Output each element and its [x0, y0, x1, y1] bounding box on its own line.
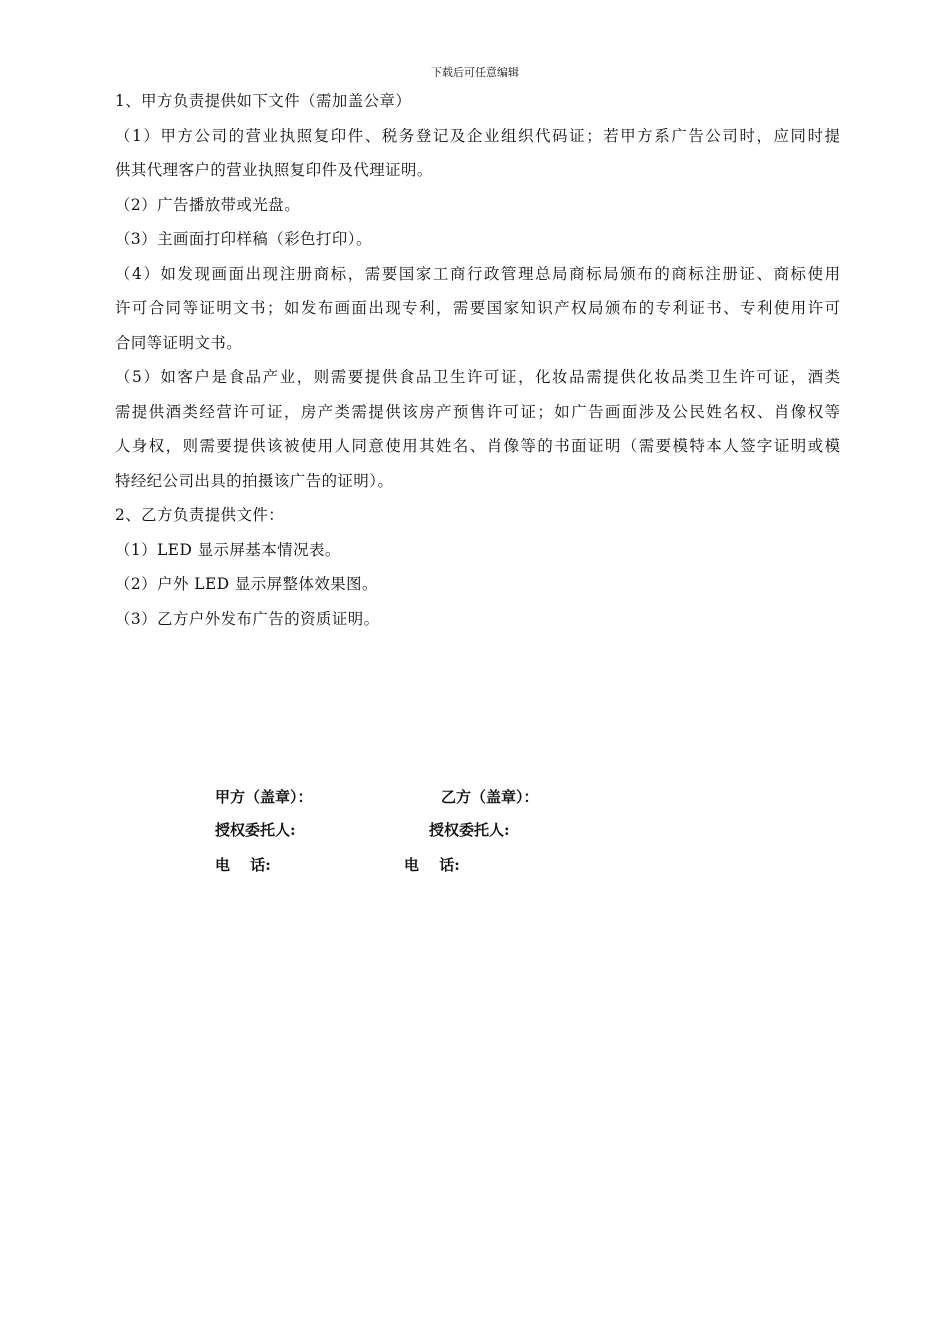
document-body	[115, 84, 840, 636]
header-note: 下载后可任意编辑	[431, 66, 519, 79]
party-b-seal-label: 乙方（盖章）：	[441, 788, 539, 806]
section1-item-4-line-3: 合同等证明文书。	[115, 333, 243, 352]
section1-item-1	[115, 119, 840, 188]
section1-item-2-line-1: （2）广告播放带或光盘。	[115, 195, 301, 214]
section1-item-1-line-1: （1）甲方公司的营业执照复印件、税务登记及企业组织代码证；若甲方系广告公司时，应同时提	[115, 126, 840, 145]
section2-item-2: （2）户外 LED 显示屏整体效果图。	[115, 575, 378, 593]
section1-item-5	[115, 360, 840, 498]
section1-item-5-line-1: （5）如客户是食品产业，则需要提供食品卫生许可证，化妆品需提供化妆品类卫生许可证，酒类	[115, 368, 840, 386]
section1-item-3-line-1: （3）主画面打印样稿（彩色打印）。	[115, 230, 372, 248]
section1-item-3	[115, 222, 840, 257]
section2-item-3: （3）乙方户外发布广告的资质证明。	[115, 609, 380, 628]
party-a-agent-label: 授权委托人:	[215, 821, 296, 839]
section1-item-5-line-3: 人身权，则需要提供该被使用人同意使用其姓名、肖像等的书面证明（需要模特本人签字证明或模	[115, 437, 840, 455]
section1-item-4	[115, 257, 840, 361]
section1-item-1-line-2: 供其代理客户的营业执照复印件及代理证明。	[115, 161, 433, 179]
party-a-seal-label: 甲方（盖章）：	[215, 788, 313, 806]
section1-item-4-line-1: （4）如发现画面出现注册商标，需要国家工商行政管理总局商标局颁布的商标注册证、商标使用	[115, 264, 840, 283]
section1-heading: 1、甲方负责提供如下文件（需加盖公章）	[115, 92, 412, 110]
section2-item-1: （1）LED 显示屏基本情况表。	[115, 540, 341, 559]
party-a-phone-label: 电 话:	[215, 856, 271, 874]
section1-item-2	[115, 188, 840, 223]
section1-item-5-line-2: 需提供酒类经营许可证，房产类需提供该房产预售许可证；如广告画面涉及公民姓名权、肖像权等	[115, 402, 840, 421]
party-b-phone-label: 电 话:	[404, 856, 460, 874]
section1-item-4-line-2: 许可合同等证明文书；如发布画面出现专利，需要国家知识产权局颁布的专利证书、专利使用许可	[115, 299, 840, 317]
party-b-agent-label: 授权委托人:	[429, 821, 510, 839]
section2-heading: 2、乙方负责提供文件：	[115, 506, 285, 524]
section1-item-5-line-4: 特经纪公司出具的拍摄该广告的证明）。	[115, 471, 394, 490]
